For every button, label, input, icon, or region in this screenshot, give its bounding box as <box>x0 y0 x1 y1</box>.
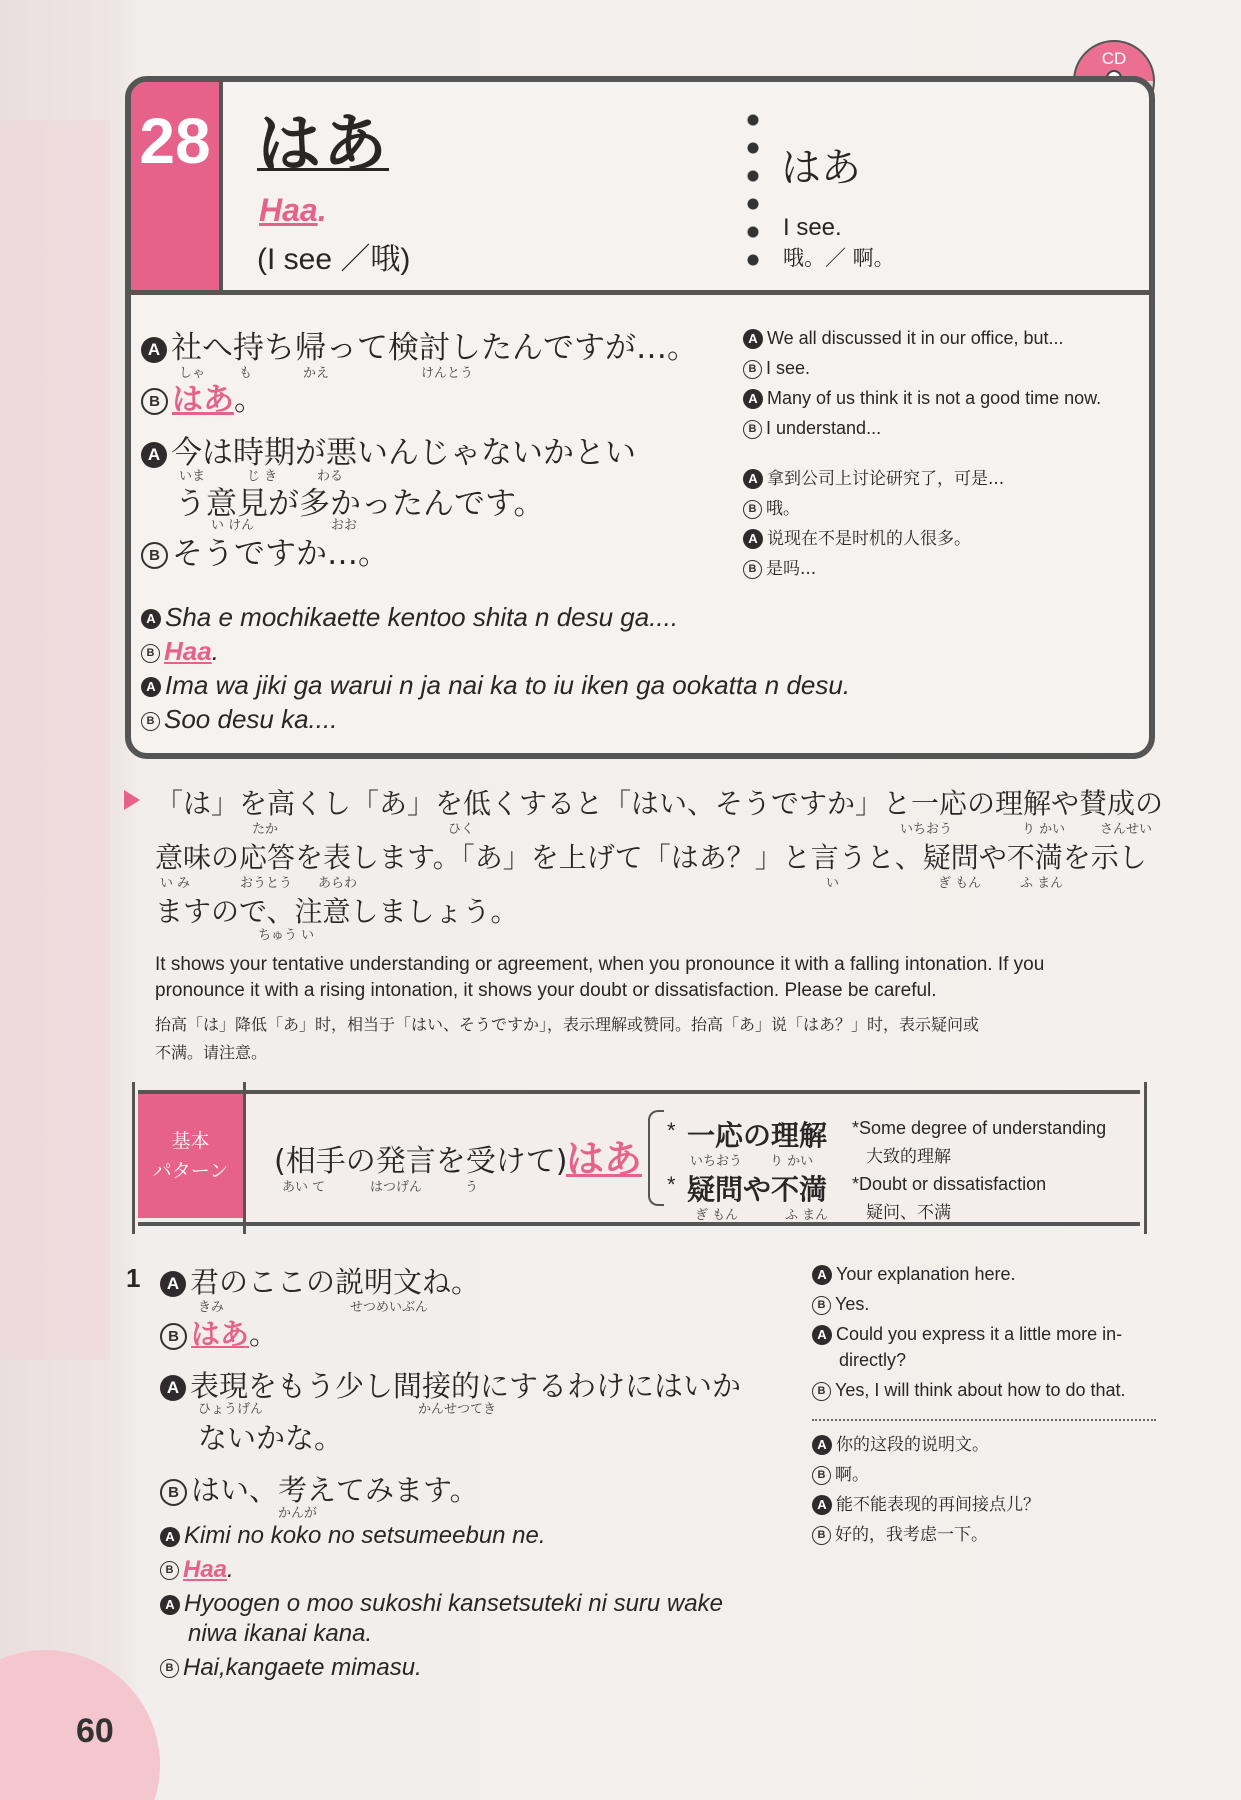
translation-text: 是吗... <box>766 559 817 579</box>
example-zh-1 <box>812 1430 989 1455</box>
dialogue-line-4 <box>141 528 389 573</box>
speaker-b-badge: B <box>141 644 160 663</box>
example-line-2-tail: 。 <box>249 1317 279 1351</box>
header-divider <box>219 82 223 290</box>
furigana: いちおう <box>690 1154 743 1169</box>
speaker-a-badge: A <box>743 389 763 409</box>
furigana: わる <box>317 469 344 484</box>
header-right-zh: 哦。／ 啊。 <box>783 246 895 270</box>
furigana: きみ <box>198 1300 225 1315</box>
example-line-4-text: はい、考えてみます。 <box>191 1473 479 1507</box>
pattern-rule-right <box>1144 1082 1147 1234</box>
furigana: ぎ もん <box>938 876 982 891</box>
cd-label: CD <box>1101 49 1127 68</box>
speaker-b-badge: B <box>160 1323 187 1350</box>
example-romaji-4 <box>160 1654 422 1682</box>
translation-text: 能不能表现的再间接点儿？ <box>836 1495 1040 1515</box>
furigana: い <box>826 876 840 891</box>
furigana: も <box>239 366 253 381</box>
furigana: おお <box>331 518 358 533</box>
speaker-a-badge: A <box>141 609 161 629</box>
example-line-2 <box>160 1312 278 1353</box>
romaji-haa: Haa <box>164 636 212 666</box>
example-romaji-2 <box>160 1556 234 1584</box>
lesson-number: 28 <box>131 82 219 290</box>
example-zh-4 <box>812 1520 988 1545</box>
speaker-a-badge: A <box>141 442 167 468</box>
dialogue-line-3a-text: 今は時期が悪いんじゃないかとい <box>171 435 636 471</box>
translation-en-3 <box>743 388 1101 409</box>
note-jp-line-3: ますので、注意しましょう。 <box>155 895 519 928</box>
speaker-b-badge: B <box>141 388 168 415</box>
example-line-1 <box>160 1260 480 1301</box>
dotted-separator <box>746 106 760 266</box>
example-line-3a-text: 表現をもう少し間接的にするわけにはいか <box>190 1369 742 1403</box>
romaji-text: Hai,kangaete mimasu. <box>183 1654 422 1681</box>
furigana: ふ まん <box>1020 876 1064 891</box>
dialogue-line-1-text: 社へ持ち帰って検討したんですが…。 <box>171 330 698 366</box>
romaji-line-2 <box>141 636 219 667</box>
furigana: しゃ <box>179 366 206 381</box>
speaker-a-badge: A <box>812 1435 832 1455</box>
dotted-divider <box>812 1419 1156 1421</box>
romaji-text: Hyoogen o moo sukoshi kansetsuteki ni suru wake <box>184 1590 723 1617</box>
speaker-b-badge: B <box>141 712 160 731</box>
example-number: 1 <box>126 1263 141 1293</box>
romaji-line-4 <box>141 704 337 735</box>
furigana: せつめいぶん <box>350 1300 429 1315</box>
speaker-b-badge: B <box>743 500 762 519</box>
pattern-item-1: 一応の理解 <box>687 1119 828 1152</box>
translation-text: 说现在不是时机的人很多。 <box>767 529 971 549</box>
translation-en-1 <box>743 328 1063 349</box>
pattern-label-1: 基本 <box>171 1130 210 1152</box>
speaker-a-badge: A <box>812 1265 832 1285</box>
pattern-haa: はあ <box>566 1137 643 1181</box>
speaker-b-badge: B <box>141 542 168 569</box>
example-en-3 <box>812 1324 1122 1345</box>
romaji-line-1 <box>141 602 678 633</box>
example-romaji-3 <box>160 1590 723 1618</box>
note-en-line-2: pronounce it with a rising intonation, it shows your doubt or dissatisfaction. Please be careful. <box>155 980 937 1001</box>
speaker-b-badge: B <box>743 560 762 579</box>
furigana: かんせつてき <box>418 1402 497 1417</box>
furigana: う <box>465 1180 479 1195</box>
pattern-brace <box>648 1110 664 1206</box>
translation-en-4 <box>743 418 881 439</box>
romaji-suffix: . <box>317 192 327 228</box>
translation-text: We all discussed it in our office, but... <box>767 328 1064 348</box>
example-romaji-3b: niwa ikanai kana. <box>188 1620 373 1647</box>
header-right-en: I see. <box>783 214 842 241</box>
speaker-a-badge: A <box>743 529 763 549</box>
lesson-title: はあ <box>257 108 389 182</box>
example-romaji-1 <box>160 1522 546 1550</box>
furigana: ひく <box>448 822 475 837</box>
romaji-word: Haa <box>259 192 318 228</box>
example-en-3b: directly? <box>839 1350 907 1370</box>
speaker-b-badge: B <box>160 1561 179 1580</box>
translation-text: 好的，我考虑一下。 <box>835 1525 988 1545</box>
translation-text: Your explanation here. <box>836 1264 1016 1284</box>
furigana: ふ まん <box>785 1208 829 1223</box>
speaker-b-badge: B <box>160 1479 187 1506</box>
pattern-rule-mid <box>243 1082 246 1234</box>
translation-zh-2 <box>743 494 800 519</box>
furigana: ちゅう い <box>258 928 315 943</box>
note-zh-line-1: 抬高「は」降低「あ」时，相当于「はい、そうですか」，表示理解或赞同。抬高「あ」说「はあ？」时，表示疑问或 <box>155 1015 980 1034</box>
note-jp-line-1: 「は」を高くし「あ」を低くすると「はい、そうですか」と一応の理解や賛成の <box>155 787 1164 820</box>
translation-text: 啊。 <box>835 1465 869 1485</box>
example-line-4 <box>160 1468 479 1509</box>
pattern-label <box>138 1094 243 1218</box>
translation-en-2 <box>743 358 810 379</box>
translation-text: 哦。 <box>766 499 800 519</box>
speaker-b-badge: B <box>812 1296 831 1315</box>
pattern-item-1-zh: 大致的理解 <box>866 1147 951 1167</box>
speaker-b-badge: B <box>812 1526 831 1545</box>
romaji-period: . <box>227 1556 234 1583</box>
romaji-period: . <box>211 636 219 666</box>
translation-zh-4 <box>743 554 816 579</box>
translation-zh-1 <box>743 464 1004 489</box>
furigana: り かい <box>770 1154 814 1169</box>
header-right-jp: はあ <box>781 145 861 191</box>
speaker-a-badge: A <box>743 469 763 489</box>
example-zh-3 <box>812 1490 1040 1515</box>
speaker-b-badge: B <box>812 1382 831 1401</box>
furigana: いま <box>179 469 206 484</box>
speaker-b-badge: B <box>160 1659 179 1678</box>
speaker-a-badge: A <box>812 1495 832 1515</box>
translation-text: Yes. <box>835 1294 870 1314</box>
dialogue-line-1 <box>141 322 698 367</box>
translation-text: 你的这段的说明文。 <box>836 1435 989 1455</box>
note-en-line-1: It shows your tentative understanding or agreement, when you pronounce it with a falling intonation. If you <box>155 954 1045 975</box>
pattern-item-1-en: *Some degree of understanding <box>852 1118 1107 1138</box>
furigana: おうとう <box>240 876 293 891</box>
dialogue-line-3b: う意見が多かったんです。 <box>175 486 545 522</box>
translation-text: Many of us think it is not a good time now. <box>767 388 1102 408</box>
speaker-b-badge: B <box>812 1466 831 1485</box>
speaker-a-badge: A <box>141 337 167 363</box>
example-en-4 <box>812 1380 1126 1401</box>
translation-text: I understand... <box>766 418 882 438</box>
speaker-a-badge: A <box>160 1375 186 1401</box>
speaker-a-badge: A <box>160 1271 186 1297</box>
note-zh-line-2: 不满。请注意。 <box>155 1043 268 1062</box>
speaker-a-badge: A <box>160 1527 180 1547</box>
furigana: たか <box>252 822 279 837</box>
translation-zh-3 <box>743 524 971 549</box>
furigana: い けん <box>211 518 255 533</box>
translation-text: Could you express it a little more in- <box>836 1324 1123 1344</box>
dialogue-line-3a <box>141 427 636 472</box>
furigana: ひょうげん <box>198 1402 264 1417</box>
star-mark: * <box>667 1172 676 1197</box>
romaji-text: Ima wa jiki ga warui n ja nai ka to iu iken ga ookatta n desu. <box>165 670 851 700</box>
romaji-text: Sha e mochikaette kentoo shita n desu ga.... <box>165 602 679 632</box>
dialogue-line-2 <box>141 374 265 419</box>
translation-text: I see. <box>766 358 811 378</box>
lesson-romaji <box>259 192 327 229</box>
example-line-1-text: 君のここの説明文ね。 <box>190 1265 481 1299</box>
speaker-a-badge: A <box>160 1595 180 1615</box>
romaji-text: Kimi no koko no setsumeebun ne. <box>184 1522 546 1549</box>
translation-text: Yes, I will think about how to do that. <box>835 1380 1126 1400</box>
pattern-rule-left <box>132 1082 135 1234</box>
furigana: あい て <box>282 1180 326 1195</box>
note-arrow-icon <box>124 790 140 810</box>
speaker-a-badge: A <box>141 677 161 697</box>
example-line-3b: ないかな。 <box>198 1421 344 1455</box>
dialogue-line-4-text: そうですか…。 <box>172 536 389 572</box>
note-jp-line-2: 意味の応答を表します。「あ」を上げて「はあ？」と言うと、疑問や不満を示し <box>155 841 1147 874</box>
romaji-haa: Haa <box>183 1556 228 1583</box>
lesson-card <box>125 76 1155 759</box>
furigana: いちおう <box>900 822 953 837</box>
pattern-item-2-zh: 疑问、不满 <box>866 1203 951 1223</box>
lesson-gloss: (I see ／哦) <box>257 243 411 276</box>
pattern-item-2-en: *Doubt or dissatisfaction <box>852 1174 1047 1194</box>
star-mark: * <box>667 1118 676 1143</box>
translation-text: 拿到公司上讨论研究了，可是... <box>767 469 1005 489</box>
romaji-line-3 <box>141 670 850 701</box>
romaji-text: Soo desu ka.... <box>164 704 338 734</box>
header-bottom-rule <box>131 290 1149 295</box>
highlight-haa: はあ <box>191 1317 250 1351</box>
furigana: い み <box>160 876 191 891</box>
furigana: はつげん <box>370 1180 423 1195</box>
furigana: けんとう <box>421 366 474 381</box>
pattern-label-2: パターン <box>152 1160 229 1182</box>
speaker-b-badge: B <box>743 360 762 379</box>
furigana: ぎ もん <box>695 1208 739 1223</box>
speaker-b-badge: B <box>743 420 762 439</box>
furigana: さんせい <box>1100 822 1153 837</box>
furigana: あらわ <box>318 876 358 891</box>
example-en-2 <box>812 1294 869 1315</box>
furigana: かんが <box>278 1506 318 1521</box>
pattern-item-2: 疑問や不満 <box>687 1173 828 1206</box>
furigana: り かい <box>1022 822 1066 837</box>
page-number: 60 <box>76 1712 114 1750</box>
highlight-haa: はあ <box>172 382 234 418</box>
furigana: かえ <box>303 366 330 381</box>
example-en-1 <box>812 1264 1015 1285</box>
example-zh-2 <box>812 1460 869 1485</box>
furigana: じ き <box>247 469 278 484</box>
basic-pattern-box <box>130 1082 1150 1234</box>
pattern-context: (相手の発言を受けて) <box>274 1144 568 1179</box>
left-page-edge <box>0 120 110 1360</box>
speaker-a-badge: A <box>743 329 763 349</box>
dialogue-line-2-tail: 。 <box>234 382 265 418</box>
speaker-a-badge: A <box>812 1325 832 1345</box>
